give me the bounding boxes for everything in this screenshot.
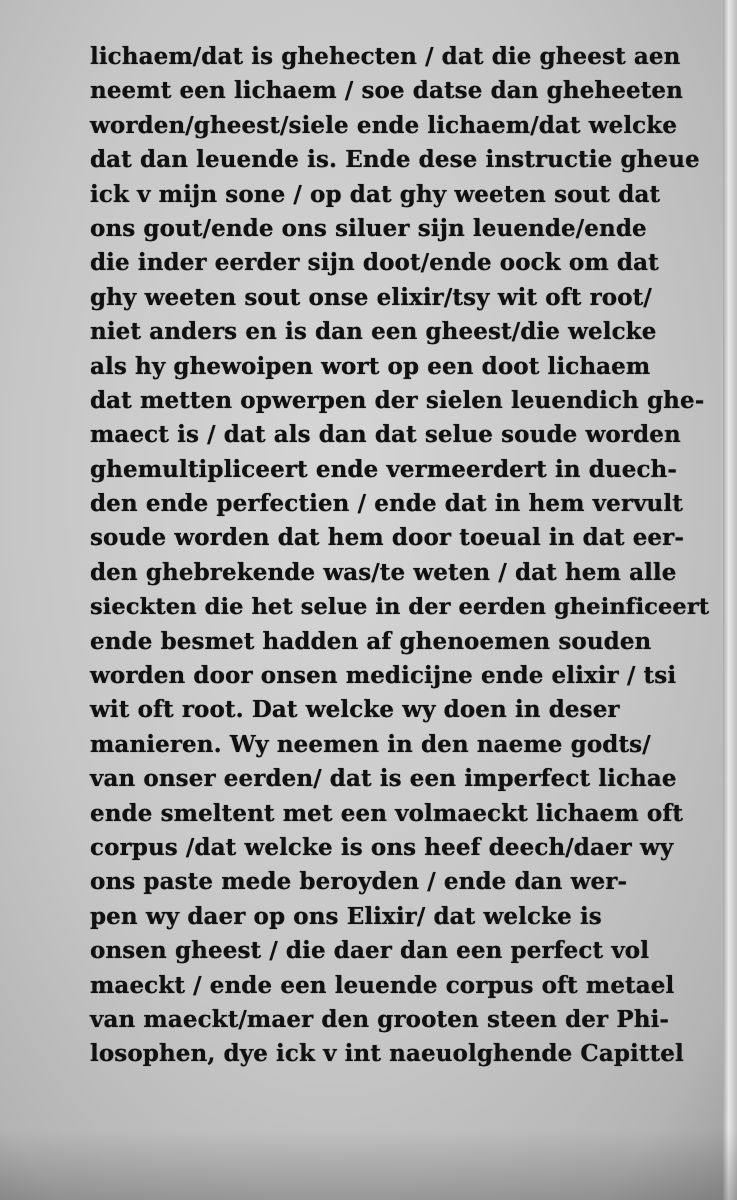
text-block xyxy=(90,40,710,1072)
text-line: ende smeltent met een volmaeckt lichaem oft xyxy=(90,799,684,827)
text-line: losophen, dye ick v int naeuolghende Capittel xyxy=(90,1040,684,1068)
text-line: dat metten opwerpen der sielen leuendich ghe- xyxy=(90,386,705,414)
text-line: niet anders en is dan een gheest/die welcke xyxy=(90,318,657,346)
text-line: manieren. Wy neemen in den naeme godts/ xyxy=(90,730,651,758)
text-line: ons paste mede beroyden / ende dan wer- xyxy=(90,868,628,896)
text-line: den ende perfectien / ende dat in hem vervult xyxy=(90,490,683,518)
text-line: ghy weeten sout onse elixir/tsy wit oft root/ xyxy=(90,283,652,311)
text-line: worden/gheest/siele ende lichaem/dat welcke xyxy=(90,111,678,139)
text-line: pen wy daer op ons Elixir/ dat welcke is xyxy=(90,902,602,930)
page-shadow xyxy=(0,1130,737,1200)
text-line: van onser eerden/ dat is een imperfect lichae xyxy=(90,765,677,793)
page-edge xyxy=(723,0,737,1200)
text-line: worden door onsen medicijne ende elixir / tsi xyxy=(90,662,677,690)
text-line: ick v mijn sone / op dat ghy weeten sout dat xyxy=(90,180,661,208)
text-line: corpus /dat welcke is ons heef deech/daer wy xyxy=(90,833,674,861)
text-line: neemt een lichaem / soe datse dan gheheeten xyxy=(90,77,683,105)
text-line: soude worden dat hem door toeual in dat eer- xyxy=(90,524,685,552)
text-line: den ghebrekende was/te weten / dat hem alle xyxy=(90,558,677,586)
text-line: maect is / dat als dan dat selue soude worden xyxy=(90,421,681,449)
text-line: sieckten die het selue in der eerden gheinficeert xyxy=(90,594,710,621)
text-line: maeckt / ende een leuende corpus oft metael xyxy=(90,971,675,999)
text-line: lichaem/dat is ghehecten / dat die gheest aen xyxy=(90,43,681,70)
text-line: dat dan leuende is. Ende dese instructie gheue xyxy=(90,146,700,174)
text-line: onsen gheest / die daer dan een perfect vol xyxy=(90,937,650,965)
text-line: ende besmet hadden af ghenoemen souden xyxy=(90,627,652,655)
text-line: ons gout/ende ons siluer sijn leuende/ende xyxy=(90,214,647,242)
text-line: wit oft root. Dat welcke wy doen in deser xyxy=(90,696,620,724)
text-line: als hy ghewoipen wort op een doot lichaem xyxy=(90,352,651,380)
text-line: van maeckt/maer den grooten steen der Phi- xyxy=(90,1005,670,1033)
text-line: die inder eerder sijn doot/ende oock om dat xyxy=(90,249,659,277)
text-line: ghemultipliceert ende vermeerdert in duech- xyxy=(90,455,678,483)
